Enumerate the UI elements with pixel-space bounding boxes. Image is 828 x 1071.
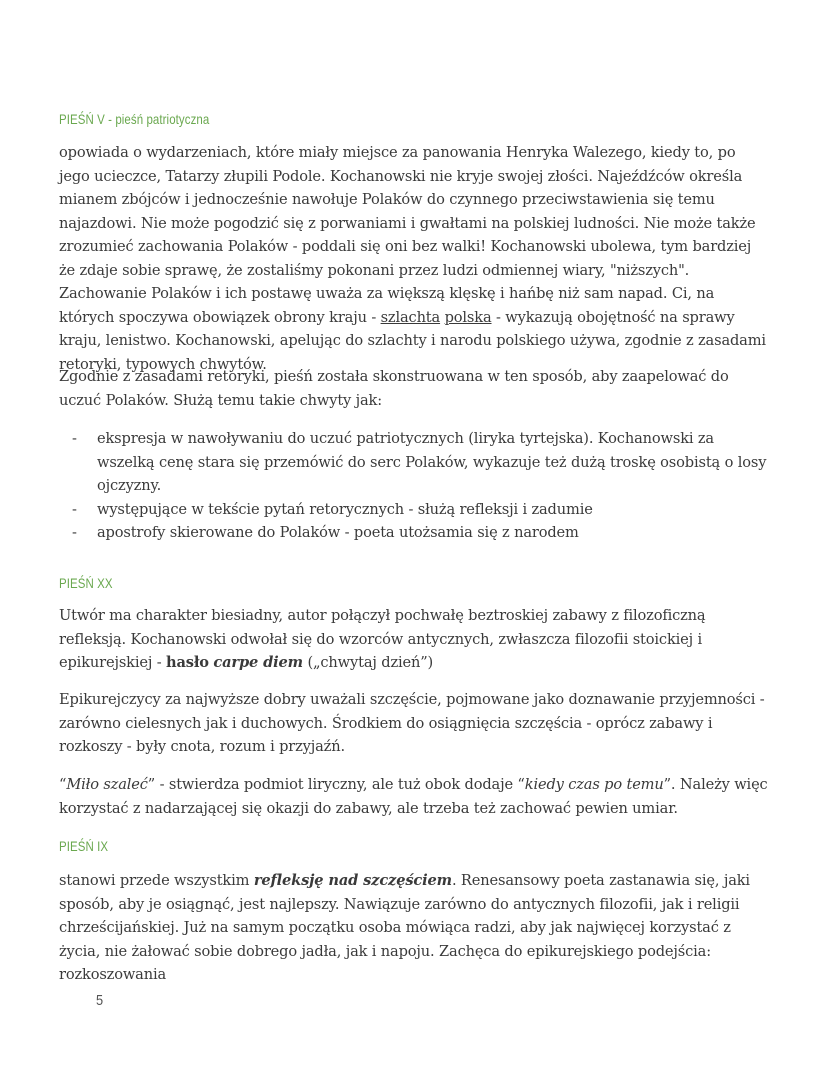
rhetoric-devices-list <box>59 427 769 545</box>
link-polska[interactable]: polska <box>444 308 492 326</box>
list-item: - ekspresja w nawoływaniu do uczuć patriotycznych (liryka tyrtejska). Kochanowski za wszelką cenę stara się przemówić do serc Polaków, wykazuje też dużą troskę osobistą o losy ojczyzny. <box>59 427 769 498</box>
bullet-dash: - <box>72 500 77 518</box>
piesn-xx-paragraph-3: “Miło szaleć” - stwierdza podmiot liryczny, ale tuż obok dodaje “kiedy czas po temu”. Należy więc korzystać z nadarzającej się okazji do zabawy, ale trzeba też zachować pewien umiar. <box>59 776 768 817</box>
page-number: 5 <box>96 992 104 1009</box>
piesn-v-paragraph-1: opowiada o wydarzeniach, które miały miejsce za panowania Henryka Walezego, kiedy to, po jego ucieczce, Tatarzy złupili Podole. Kochanowski nie kryje swojej złości. Najeźdźców określa mianem zbójców i jednocześnie nawołuje Polaków do czynnego przeciwstawienia się temu najazdowi. Nie może pogodzić się z porwaniami i gwałtami na polskiej ludności. Nie może także zrozumieć zachowania Polaków - poddali się oni bez walki! Kochanowski ubolewa, tym bardziej że zdaje sobie sprawę, że zostaliśmy pokonani przez ludzi odmiennej wiary, "niższych". Zachowanie Polaków i ich postawę uważa za większą klęskę i hańbę niż sam napad. Ci, na których spoczywa obowiązek obrony kraju - szlachta polska - wykazują obojętność na sprawy kraju, lenistwo. Kochanowski, apelując do szlachty i narodu polskiego używa, zgodnie z zasadami retoryki, typowych chwytów. <box>59 144 766 373</box>
bullet-dash: - <box>72 524 77 541</box>
piesn-v-paragraph-2: Zgodnie z zasadami retoryki, pieśń została skonstruowana w ten sposób, aby zaapelować do uczuć Polaków. Służą temu takie chwyty jak: <box>59 368 729 409</box>
section-heading-piesn-xx: PIEŚŃ XX <box>59 575 113 591</box>
piesn-xx-paragraph-1: Utwór ma charakter biesiadny, autor połączył pochwałę beztroskiej zabawy z filozoficzną refleksją. Kochanowski odwołał się do wzorców antycznych, zwłaszcza filozofii stoickiej i epikurejskiej - hasło carpe diem („chwytaj dzień”) <box>59 607 706 671</box>
piesn-ix-paragraph-1: stanowi przede wszystkim refleksję nad szczęściem. Renesansowy poeta zastanawia się, jaki sposób, aby je osiągnąć, jest najlepszy. Nawiązuje zarówno do antycznych filozofii, jak i religii chrześcijańskiej. Już na samym początku osoba mówiąca radzi, aby jak najwięcej korzystać z życia, nie żałować sobie dobrego jadła, jak i napoju. Zachęca do epikurejskiego podejścia: rozkoszowania <box>59 872 750 983</box>
piesn-xx-paragraph-2: Epikurejczycy za najwyższe dobry uważali szczęście, pojmowane jako doznawanie przyjemności - zarówno cielesnych jak i duchowych. Środkiem do osiągnięcia szczęścia - oprócz zabawy i rozkoszy - były cnota, rozum i przyjaźń. <box>59 691 765 755</box>
section-heading-piesn-v: PIEŚŃ V - pieśń patriotyczna <box>59 111 210 127</box>
bullet-dash: - <box>72 430 77 447</box>
list-item: - apostrofy skierowane do Polaków - poeta utożsamia się z narodem <box>59 521 769 545</box>
link-szlachta[interactable]: szlachta <box>380 308 441 326</box>
list-item: - występujące w tekście pytań retorycznych - służą refleksji i zadumie <box>59 498 769 522</box>
section-heading-piesn-ix: PIEŚŃ IX <box>59 838 109 854</box>
